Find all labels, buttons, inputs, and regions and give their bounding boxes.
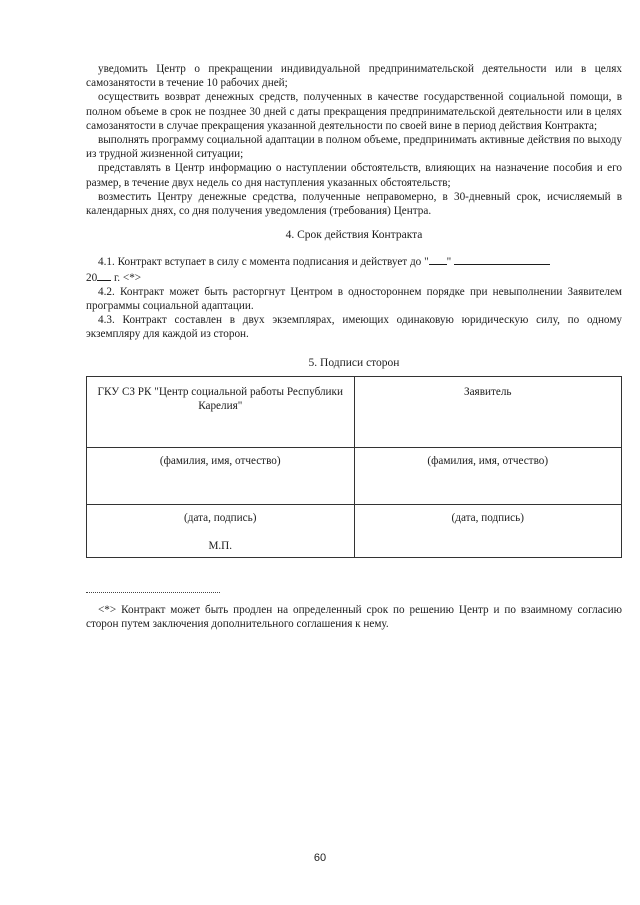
clause-4-1-year-prefix: 20: [86, 271, 98, 284]
left-date-cell: [87, 504, 355, 557]
left-date-label: (дата, подпись): [184, 511, 257, 524]
right-party-cell: Заявитель: [354, 376, 622, 447]
signature-table: [86, 376, 622, 558]
footnote-divider: [86, 592, 220, 593]
page-number: 60: [313, 852, 327, 864]
clause-4-1: [86, 254, 622, 284]
obligation-notify: уведомить Центр о прекращении индивидуальной предпринимательской деятельности или в целях самозанятости в течение 10 рабочих дней;: [86, 63, 622, 90]
section-4-title: 4. Срок действия Контракта: [285, 229, 423, 242]
right-date-cell: (дата, подпись): [354, 504, 622, 557]
clause-4-1-text: 4.1. Контракт вступает в силу с момента подписания и действует до ": [98, 256, 429, 269]
right-name-cell: (фамилия, имя, отчество): [354, 447, 622, 504]
stamp-label: М.П.: [208, 539, 233, 552]
month-blank: [454, 254, 550, 265]
day-blank: [429, 254, 447, 265]
obligation-refund: осуществить возврат денежных средств, полученных в качестве государственной социальной помощи, в полном объеме в срок не позднее 30 дней с даты прекращения предпринимательской деятельности или в целях самозанятости в случае прекращения указанной деятельности по своей вине в период действия Контракта;: [86, 91, 622, 132]
year-blank: [97, 270, 111, 281]
clause-4-2: 4.2. Контракт может быть расторгнут Центром в одностороннем порядке при невыполнении Заявителем программы социальной адаптации.: [86, 285, 622, 313]
clause-4-1-quote: ": [446, 256, 452, 269]
obligation-reimburse: возместить Центру денежные средства, полученные неправомерно, в 30-дневный срок, исчисляемый в календарных днях, со дня получения уведомления (требования) Центра.: [86, 190, 622, 218]
obligation-adaptation-program: выполнять программу социальной адаптации в полном объеме, предпринимать активные действия по выходу из трудной жизненной ситуации;: [86, 134, 622, 161]
signature-row-dates: [87, 504, 622, 557]
clause-4-1-year-suffix: г. <*>: [113, 271, 142, 284]
document-page: [86, 62, 622, 631]
obligation-report-circumstances: представлять в Центр информацию о наступлении обстоятельств, влияющих на назначение пособия и его размер, в течение двух недель со дня наступления указанных обстоятельств;: [86, 162, 622, 189]
footnote: <*> Контракт может быть продлен на определенный срок по решению Центр и по взаимному согласию сторон путем заключения дополнительного соглашения к нему.: [86, 603, 622, 631]
section-5-title: 5. Подписи сторон: [308, 356, 400, 369]
clause-4-3: 4.3. Контракт составлен в двух экземплярах, имеющих одинаковую юридическую силу, по одному экземпляру для каждой из сторон.: [86, 314, 622, 341]
left-name-cell: (фамилия, имя, отчество): [87, 447, 355, 504]
left-party-cell: ГКУ СЗ РК "Центр социальной работы Республики Карелия": [87, 376, 355, 447]
signature-row-names: [87, 447, 622, 504]
signature-row-parties: [87, 376, 622, 447]
